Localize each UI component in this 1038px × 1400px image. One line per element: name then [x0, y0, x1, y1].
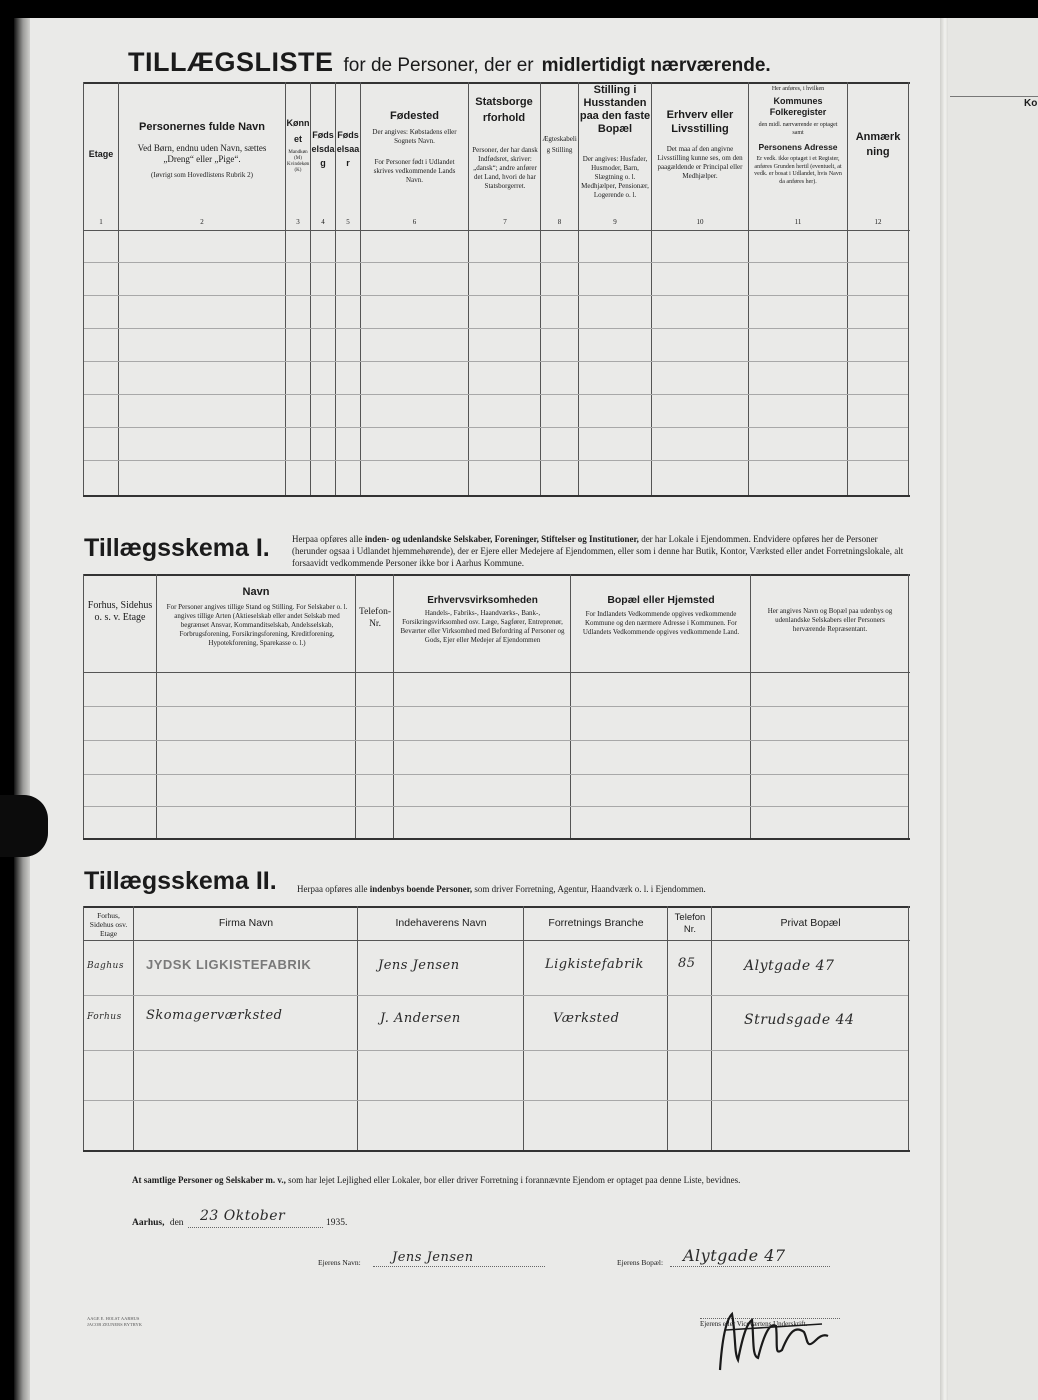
col-navn: Personernes fulde Navn	[139, 121, 265, 133]
row2-bopael: Strudsgade 44	[744, 1012, 855, 1028]
row1-bopael: Alytgade 47	[744, 958, 835, 974]
col-aegteskabelig: Ægteskabelig Stilling	[542, 135, 577, 154]
title-main: TILLÆGSLISTE	[128, 47, 334, 77]
skema2-col-telefon: Telefon Nr.	[674, 912, 706, 935]
col-koennet: Kønnet	[286, 118, 310, 144]
col-etage: Etage	[88, 149, 114, 159]
skema2-col-branche: Forretnings Branche	[548, 917, 644, 929]
skema1-col-erhverv: Erhvervsvirksomheden	[427, 595, 538, 606]
skema1-col-bopael: Bopæl eller Hjemsted	[607, 594, 715, 606]
row2-branche: Værksted	[553, 1011, 620, 1026]
col-anmaerkning: Anmærkning	[855, 131, 901, 158]
skema1-intro: Herpaa opføres alle inden- og udenlandske Selskaber, Foreninger, Stiftelser og Institutioner, der har Lokale i Ejendommen. Endvidere opføres her de Personer (herunder ogsaa i Udlandet hjemmehørende), der er Ejere eller Medejere af Ejendommen, eller som i denne har Butik, Kontor, Værksted eller andet Forretningslokale, alt forsaavidt vedkommende Personer ikke bor i Aarhus Kommune.	[292, 534, 904, 568]
adjacent-page	[948, 18, 1038, 1400]
signature-label: Ejerens eller Viceværtens Underskrift.	[700, 1320, 808, 1328]
col-statsborgerforhold: Statsborgerforhold	[475, 96, 533, 124]
col-folkeregister: Kommunes Folkeregister	[769, 96, 827, 117]
owner-name-label: Ejerens Navn:	[318, 1258, 361, 1267]
skema1-title: Tillægsskema I.	[84, 534, 270, 562]
skema2-col-bopael: Privat Bopæl	[780, 917, 841, 929]
skema1-col-etage: Forhus, Sidehus o. s. v. Etage	[87, 600, 153, 623]
row2-firma: Skomagerværksted	[146, 1008, 283, 1023]
skema2-intro: Herpaa opføres alle indenbys boende Personer, som driver Forretning, Agentur, Haandværk o. l. i Ejendommen.	[297, 884, 706, 894]
row2-etage: Forhus	[87, 1012, 122, 1022]
owner-name: Jens Jensen	[392, 1250, 474, 1265]
printer-mark: AAGE E. HOLST AARHUS JACOB ZEUNERS BYTRYK	[87, 1316, 143, 1327]
skema2-title: Tillægsskema II.	[84, 867, 277, 895]
page-title	[128, 47, 771, 78]
row1-firma: JYDSK LIGKISTEFABRIK	[146, 957, 312, 972]
col-foedselsaar: Fødselsaar	[336, 130, 360, 168]
row1-etage: Baghus	[87, 961, 124, 971]
skema1-col-telefon: Telefon-Nr.	[358, 607, 392, 629]
signature-mark	[712, 1300, 832, 1380]
title-emph: midlertidigt nærværende.	[541, 55, 771, 76]
skema2-col-indehaver: Indehaverens Navn	[395, 917, 487, 929]
row1-telefon: 85	[678, 956, 696, 971]
owner-address-label: Ejerens Bopæl:	[617, 1258, 664, 1267]
skema2-col-firma: Firma Navn	[218, 917, 274, 929]
title-sub: for de Personer, der er	[343, 55, 534, 76]
row1-indehaver: Jens Jensen	[378, 958, 460, 973]
row1-branche: Ligkistefabrik	[545, 957, 644, 972]
row2-indehaver: J. Andersen	[380, 1011, 461, 1026]
skema1-col-navn: Navn	[242, 586, 270, 598]
owner-address: Alytgade 47	[683, 1246, 786, 1265]
skema2-col-etage: Forhus, Sidehus osv. Etage	[89, 911, 128, 938]
thumb-shadow	[0, 795, 48, 857]
adjacent-page-fragment: Ko	[1024, 98, 1038, 109]
date-value: 23 Oktober	[200, 1208, 286, 1224]
col-foedselsdag: Fødselsdag	[311, 130, 335, 168]
year: 1935.	[326, 1218, 348, 1228]
skema1-col-repraesentant: Her angives Navn og Bopæl paa udenbys og udenlandske Selskabers eller Personers herværende Repræsentant.	[767, 607, 893, 633]
col-erhverv: Erhverv eller Livsstilling	[666, 109, 734, 135]
attest-text: At samtlige Personer og Selskaber m. v., som har lejet Lejlighed eller Lokaler, bor eller driver Forretning i forannævnte Ejendom er optaget paa denne Liste, bevidnes.	[132, 1175, 741, 1185]
col-stilling: Stilling i Husstanden paa den faste Bopæl	[579, 84, 651, 135]
date-line: Aarhus, den	[132, 1218, 184, 1228]
col-foedested: Fødested	[390, 110, 439, 122]
